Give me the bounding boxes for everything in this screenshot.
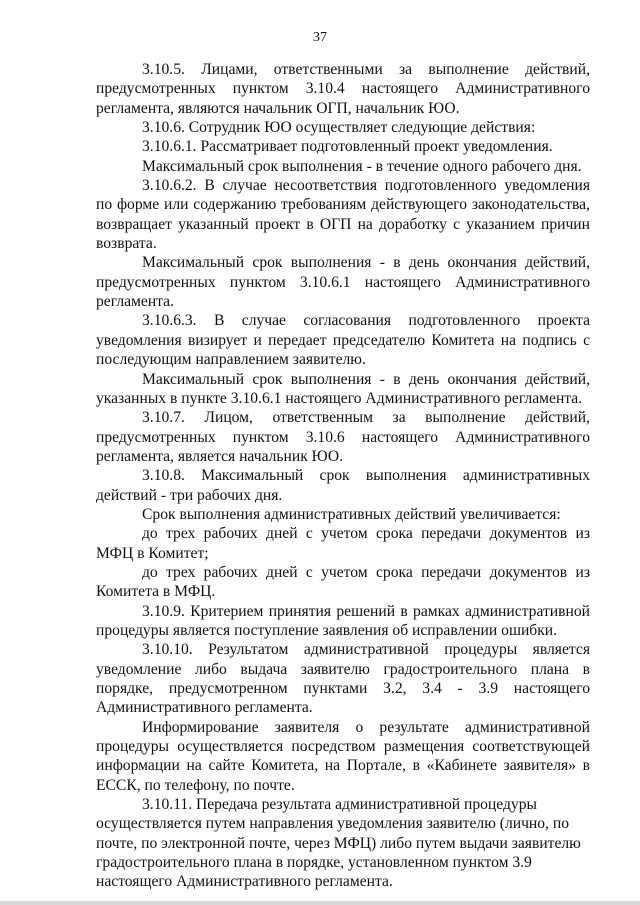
paragraph-3-10-7: 3.10.7. Лицом, ответственным за выполнение действий, предусмотренных пунктом 3.10.6 настоящего Административного регламента, является начальник ЮО. — [96, 409, 590, 465]
document-body — [96, 60, 590, 892]
paragraph-extension: Срок выполнения административных действий увеличивается: — [142, 505, 561, 523]
paragraph-deadline-2: Максимальный срок выполнения - в день окончания действий, предусмотренных пунктом 3.10.6.1 настоящего Административного регламента. — [96, 254, 590, 311]
paragraph-deadline-1: Максимальный срок выполнения - в течение одного рабочего дня. — [142, 157, 582, 175]
page-number: 37 — [313, 30, 327, 45]
paragraph-3-10-6-3: 3.10.6.3. В случае согласования подготовленного проекта уведомления визирует и передает председателю Комитета на подпись с последующим направлением заявителю. — [96, 312, 590, 369]
paragraph-3-10-5: 3.10.5. Лицами, ответственными за выполнение действий, предусмотренных пунктом 3.10.4 настоящего Административного регламента, являются начальник ОГП, начальник ЮО. — [96, 61, 590, 117]
paragraph-3-10-8: 3.10.8. Максимальный срок выполнения административных действий - три рабочих дня. — [96, 467, 590, 504]
paragraph-informing: Информирование заявителя о результате административной процедуры осуществляется посредством размещения соответствующей информации на сайте Комитета, на Портале, в «Кабинете заявителя» в ЕССК, по телефону, по почте. — [96, 718, 590, 794]
paragraph-3-10-6-2: 3.10.6.2. В случае несоответствия подготовленного уведомления по форме или содержанию требованиям действующего законодательства, возвращает указанный проект в ОГП на доработку с указанием причин возврата. — [96, 177, 590, 253]
paragraph-3-10-10: 3.10.10. Результатом административной процедуры является уведомление либо выдача заявителю градостроительного плана в порядке, предусмотренном пунктами 3.2, 3.4 - 3.9 настоящего Административного регламента. — [96, 641, 590, 717]
paragraph-3-10-6-1: 3.10.6.1. Рассматривает подготовленный проект уведомления. — [142, 138, 553, 156]
paragraph-extension-item-1: до трех рабочих дней с учетом срока передачи документов из МФЦ в Комитет; — [96, 525, 590, 562]
paragraph-3-10-6: 3.10.6. Сотрудник ЮО осуществляет следующие действия: — [142, 119, 536, 137]
paragraph-3-10-9: 3.10.9. Критерием принятия решений в рамках административной процедуры является поступление заявления об исправлении ошибки. — [96, 602, 590, 639]
paragraph-3-10-11: 3.10.11. Передача результата административной процедуры осуществляется путем направления уведомления заявителю (лично, по почте, по электронной почте, через МФЦ) либо путем выдачи заявителю градостроительного плана в порядке, установленном пунктом 3.9 настоящего Административного регламента. — [96, 796, 581, 891]
paragraph-deadline-3: Максимальный срок выполнения - в день окончания действий, указанных в пункте 3.10.6.1 настоящего Административного регламента. — [96, 370, 590, 407]
scan-bottom-edge — [0, 901, 640, 905]
paragraph-extension-item-2: до трех рабочих дней с учетом срока передачи документов из Комитета в МФЦ. — [96, 563, 590, 601]
